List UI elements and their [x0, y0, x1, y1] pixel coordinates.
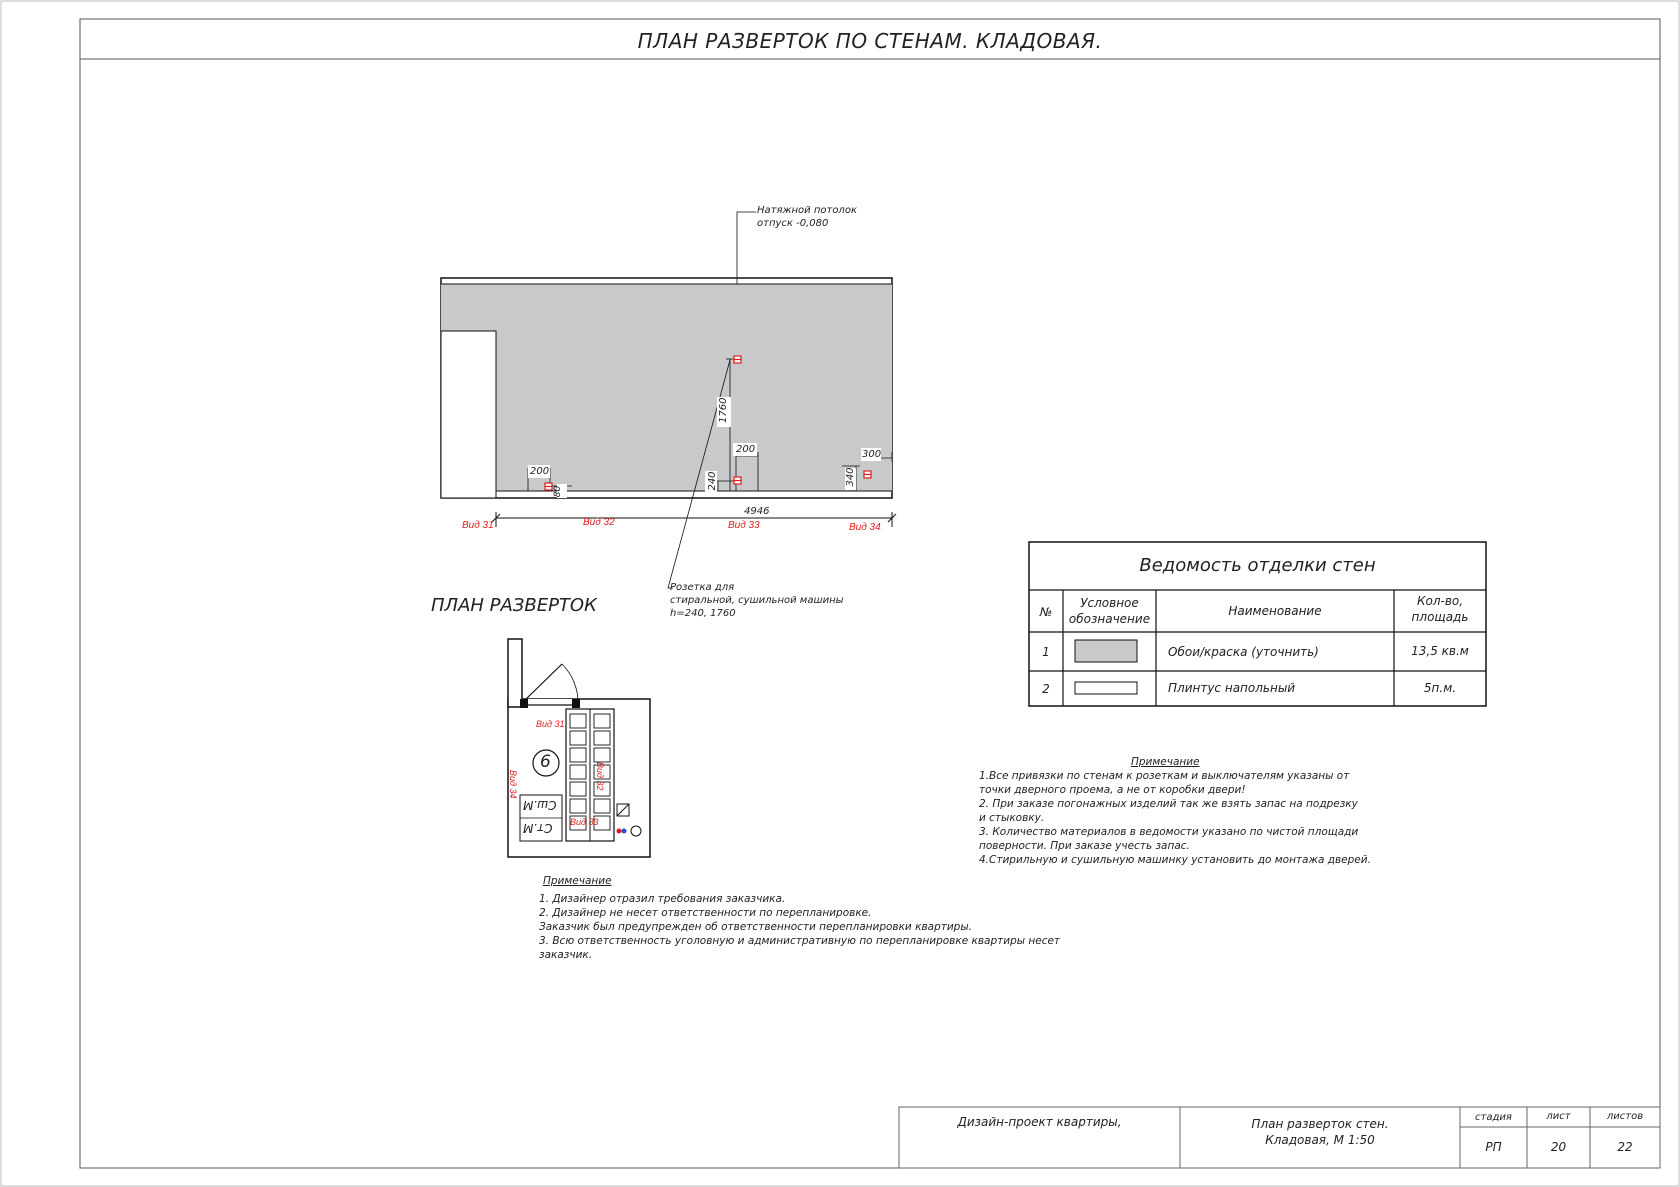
- title-block-project: Дизайн-проект квартиры,: [957, 1115, 1122, 1129]
- th-symbol-2: обозначение: [1068, 612, 1151, 626]
- plan-view-31: Вид 31: [536, 719, 565, 729]
- view-label-33: Вид 33: [728, 520, 760, 531]
- sheet-title: ПЛАН РАЗВЕРТОК ПО СТЕНАМ. КЛАДОВАЯ.: [637, 29, 1103, 53]
- view-label-31: Вид 31: [462, 520, 494, 531]
- row1-qty: 13,5 кв.м: [1411, 644, 1469, 658]
- outlet-note-line1: Розетка для: [670, 582, 735, 593]
- dim-200-mid: 200: [736, 444, 756, 455]
- view-label-32: Вид 32: [583, 517, 615, 528]
- outlet-note-line3: h=240, 1760: [670, 608, 736, 619]
- note-line: поверности. При заказе учесть запас.: [979, 840, 1190, 852]
- note-line: заказчик.: [539, 949, 593, 961]
- dim-340: 340: [845, 467, 856, 487]
- note-line: 2. Дизайнер не несет ответственности по перепланировке.: [539, 907, 872, 919]
- door-leaf: [524, 664, 562, 701]
- ceiling-leader: [737, 212, 756, 284]
- row2-name: Плинтус напольный: [1168, 681, 1296, 695]
- plan-view-33: Вид 33: [570, 817, 599, 827]
- plan-view-34: Вид 34: [508, 770, 518, 799]
- note-line: 1. Дизайнер отразил требования заказчика.: [539, 893, 786, 905]
- note-line: 4.Стирильную и сушильную машинку установить до монтажа дверей.: [979, 854, 1371, 866]
- dim-200-left: 200: [530, 466, 550, 477]
- title-block-stage-label: стадия: [1475, 1112, 1512, 1123]
- title-block-sheet: 20: [1550, 1140, 1567, 1154]
- door-opening: [441, 331, 496, 498]
- dim-300: 300: [862, 449, 882, 460]
- view-label-34: Вид 34: [849, 522, 881, 533]
- title-block-sheet-name-1: План разверток стен.: [1251, 1117, 1389, 1131]
- th-num: №: [1039, 605, 1053, 619]
- outlet-note-line2: стиральной, сушильной машины: [670, 595, 844, 606]
- row2-qty: 5п.м.: [1423, 681, 1457, 695]
- door-jamb-right: [572, 699, 580, 708]
- note-line: 2. При заказе погонажных изделий так же взять запас на подрезку: [979, 798, 1358, 810]
- row2-num: 2: [1042, 682, 1050, 696]
- machine-label-sh: Сш.М: [523, 798, 557, 812]
- machine-label-st: Ст.М: [523, 821, 553, 835]
- notes-bottom: [539, 892, 1060, 962]
- title-block-stage: РП: [1485, 1140, 1502, 1154]
- note-line: точки дверного проема, а не от коробки двери!: [979, 784, 1246, 796]
- th-qty-1: Кол-во,: [1416, 594, 1464, 608]
- th-qty-2: площадь: [1411, 610, 1469, 624]
- notes-right-heading: Примечание: [1131, 756, 1200, 768]
- dim-240: 240: [707, 471, 718, 491]
- title-block-sheets-label: листов: [1606, 1111, 1644, 1122]
- note-line: Заказчик был предупрежден об ответственности перепланировки квартиры.: [539, 921, 972, 933]
- note-line: 1.Все привязки по стенам к розеткам и выключателям указаны от: [979, 770, 1350, 782]
- ceiling-note-line1: Натяжной потолок: [757, 205, 857, 216]
- room-number: 6: [540, 752, 551, 772]
- plan-view-32: Вид 32: [595, 762, 605, 791]
- notes-right: [979, 769, 1371, 867]
- th-name: Наименование: [1228, 604, 1322, 618]
- th-symbol-1: Условное: [1080, 596, 1139, 610]
- notes-bottom-heading: Примечание: [543, 875, 612, 887]
- plan-title: ПЛАН РАЗВЕРТОК: [431, 595, 597, 616]
- finish-table-title: Ведомость отделки стен: [1139, 555, 1376, 576]
- swatch-wallpaper: [1075, 640, 1137, 662]
- note-line: и стыковку.: [979, 812, 1045, 824]
- dim-4946: 4946: [744, 506, 770, 517]
- wall-elevation: [441, 212, 896, 588]
- row1-num: 1: [1042, 645, 1050, 659]
- ceiling-note-line2: отпуск -0,080: [757, 218, 829, 229]
- title-block-sheet-name-2: Кладовая, М 1:50: [1265, 1133, 1375, 1147]
- wall-finish-area: [441, 284, 892, 491]
- note-line: 3. Всю ответственность уголовную и административную по перепланировке квартиры несет: [539, 935, 1061, 947]
- note-line: 3. Количество материалов в ведомости указано по чистой площади: [979, 826, 1359, 838]
- swatch-skirting: [1075, 682, 1137, 694]
- row1-name: Обои/краска (уточнить): [1168, 645, 1319, 659]
- title-block-sheets: 22: [1617, 1140, 1633, 1154]
- dim-80: 80: [553, 485, 564, 498]
- title-block-sheet-label: лист: [1546, 1111, 1571, 1122]
- dim-1760: 1760: [718, 397, 729, 423]
